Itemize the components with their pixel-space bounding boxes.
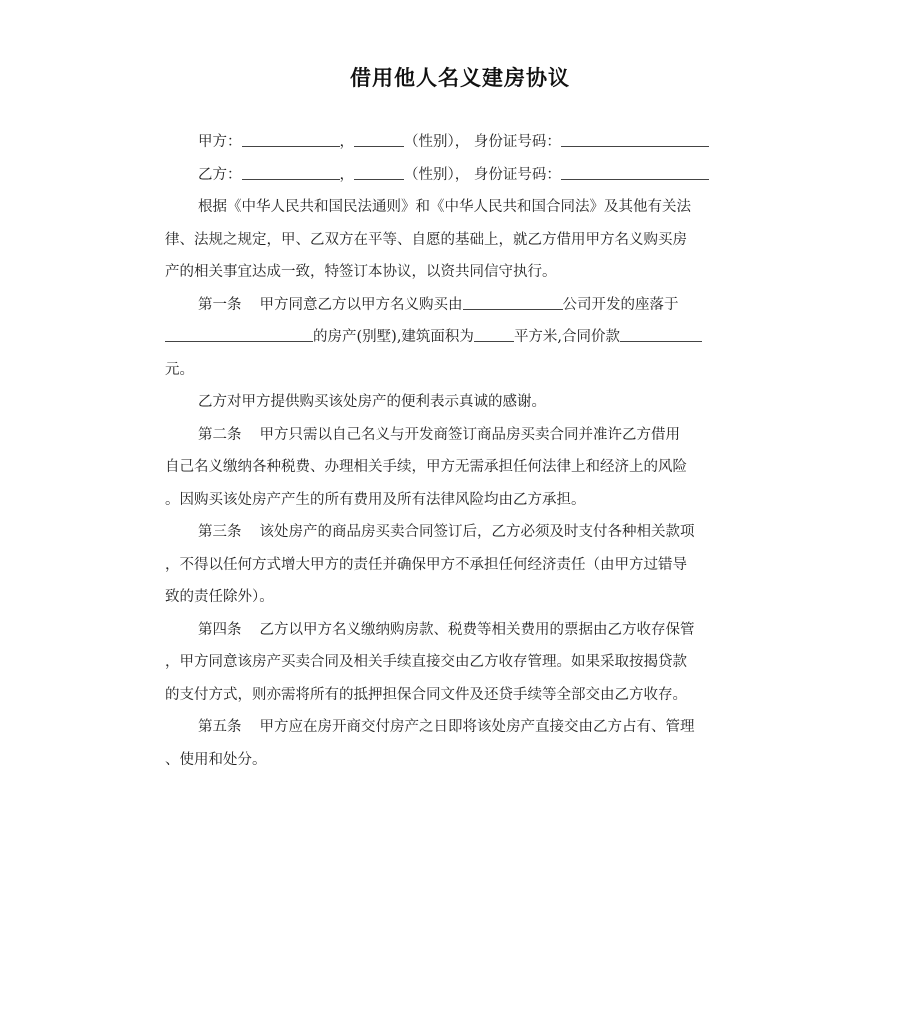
article-3-line [165,516,757,549]
article-5-line: 、使用和处分。 [165,751,267,768]
article-5-number: 第五条 [198,719,242,735]
article-1-text: 甲方同意乙方以甲方名义购买由 [259,296,463,313]
party-a-label: 甲方： [198,134,242,150]
article-1-text: 的房产(别墅),建筑面积为 [313,329,474,345]
article-1-text: 平方米,合同价款 [513,329,621,345]
party-b-name-blank [242,165,340,180]
article-4-line: 的支付方式，则亦需将所有的抵押担保合同文件及还贷手续等全部交由乙方收存。 [165,686,687,703]
article-4-line: ，甲方同意该房产买卖合同及相关手续直接交由乙方收存管理。如果采取按揭贷款 [165,654,687,670]
party-b-label: 乙方： [198,166,242,183]
party-a-gender-label: （性别）， [404,134,470,150]
party-a-id-blank [561,132,709,147]
party-b-id-blank [561,165,709,180]
price-blank [620,327,702,342]
party-b-id-label: 身份证号码： [473,166,561,183]
article-4-line [165,614,757,647]
document-body [165,126,757,776]
preamble-line: 律、法规之规定，甲、乙双方在平等、自愿的基础上，就乙方借用甲方名义购买房 [165,231,687,248]
article-3-text: 该处房产的商品房买卖合同签订后，乙方必须及时支付各种相关款项 [259,524,695,540]
article-1-text: 公司开发的座落于 [562,296,679,313]
article-2-text: 甲方只需以自己名义与开发商签订商品房买卖合同并准许乙方借用 [259,426,680,443]
party-a-line [165,126,757,159]
article-1-number: 第一条 [198,296,242,313]
party-b-separator: ， [339,166,354,183]
article-3-number: 第三条 [198,524,242,540]
area-blank [474,327,514,342]
article-5-line [165,711,757,744]
developer-blank [463,295,563,310]
party-a-name-blank [242,132,340,147]
article-1-thanks: 乙方对甲方提供购买该处房产的便利表示真诚的感谢。 [198,394,546,410]
preamble-line: 根据《中华人民共和国民法通则》和《中华人民共和国合同法》及其他有关法 [198,199,691,215]
party-b-line [165,159,757,192]
article-3-line: ，不得以任何方式增大甲方的责任并确保甲方不承担任何经济责任（由甲方过错导 [165,556,687,573]
party-a-gender-blank [354,132,404,147]
preamble-line: 产的相关事宜达成一致，特签订本协议，以资共同信守执行。 [165,264,557,280]
party-b-gender-label: （性别）， [404,166,470,183]
article-2-line: 。因购买该处房产产生的所有费用及所有法律风险均由乙方承担。 [165,491,586,508]
document-title: 借用他人名义建房协议 [350,66,570,90]
party-b-gender-blank [354,165,404,180]
location-blank [165,327,313,342]
article-2-line [165,419,757,452]
article-2-line: 自己名义缴纳各种税费、办理相关手续，甲方无需承担任何法律上和经济上的风险 [165,459,687,475]
article-3-line: 致的责任除外）。 [165,589,274,605]
article-2-number: 第二条 [198,426,242,443]
article-1-line [165,321,757,354]
article-5-text: 甲方应在房开商交付房产之日即将该处房产直接交由乙方占有、管理 [259,719,695,735]
article-1-line [165,289,757,322]
article-4-text: 乙方以甲方名义缴纳购房款、税费等相关费用的票据由乙方收存保管 [259,621,695,638]
article-1-line: 元。 [165,361,194,378]
party-a-id-label: 身份证号码： [473,134,561,150]
article-4-number: 第四条 [198,621,242,638]
party-a-separator: ， [339,134,354,150]
